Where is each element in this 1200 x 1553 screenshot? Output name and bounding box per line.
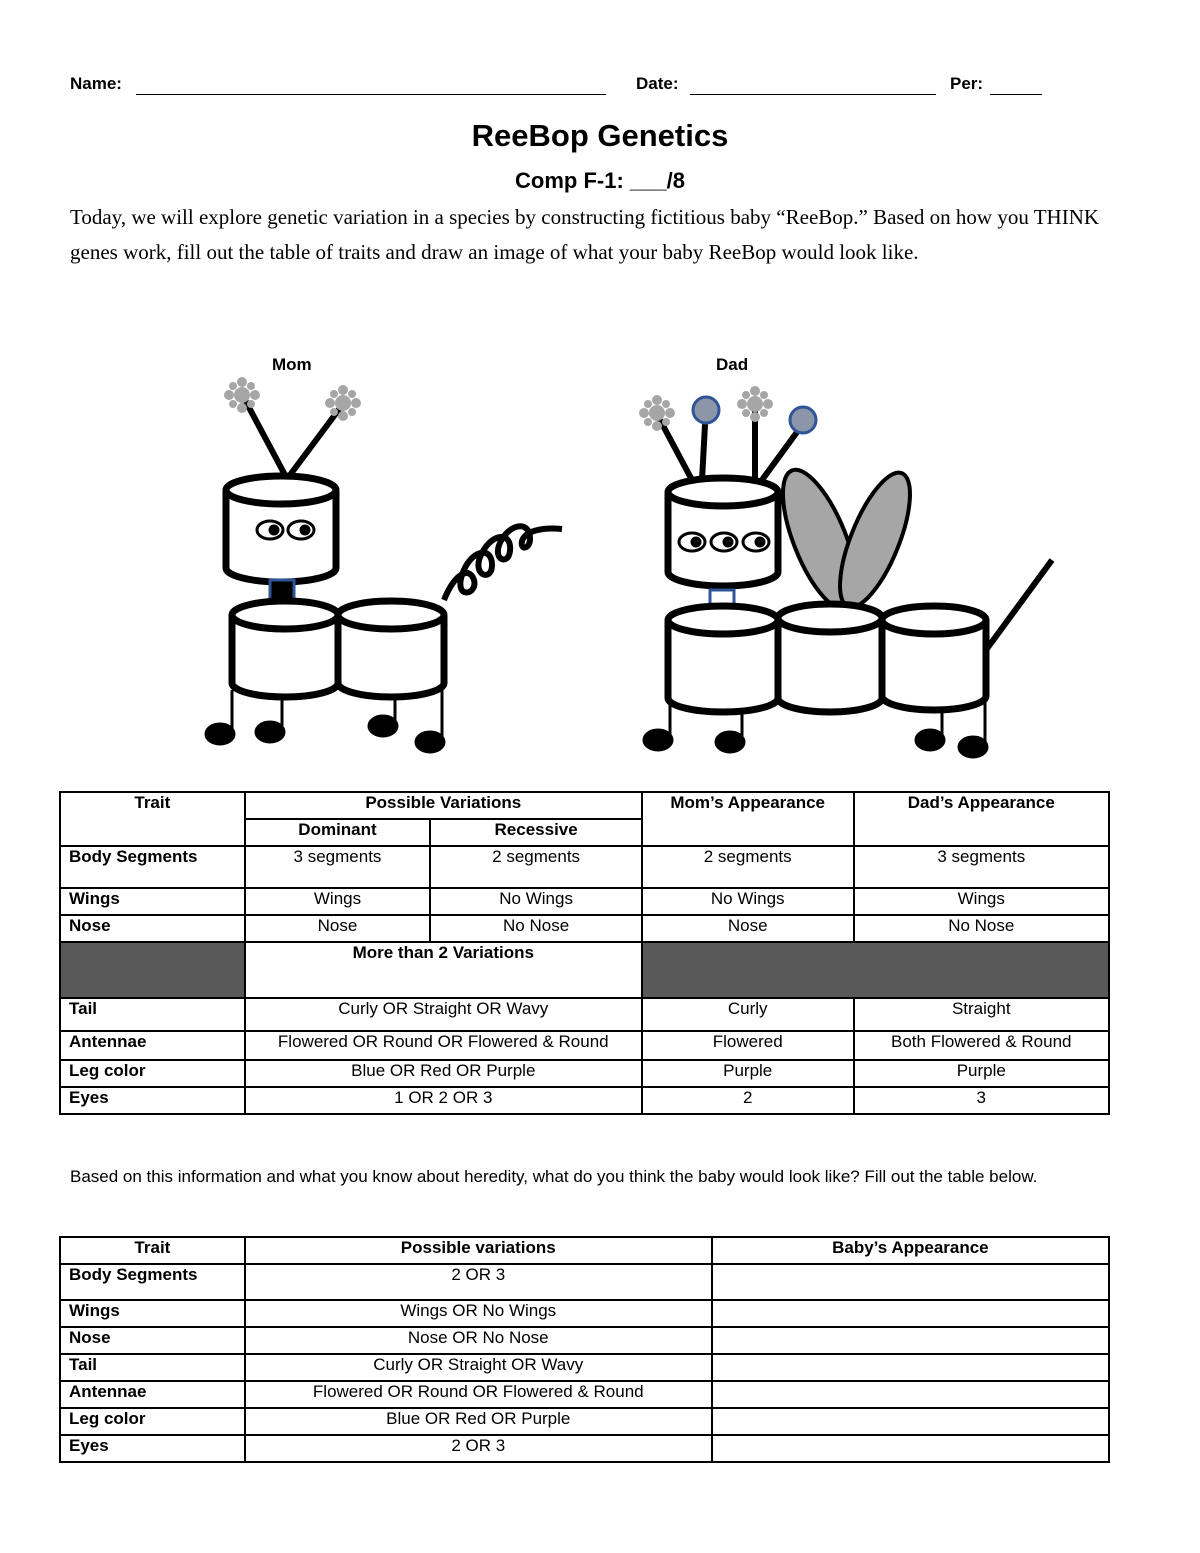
table-row [60, 846, 1109, 888]
mom-cell: 2 [642, 1087, 854, 1114]
page-title: ReeBop Genetics [471, 118, 729, 153]
baby-answer-cell[interactable] [712, 1354, 1109, 1381]
curly-tail [444, 526, 562, 600]
parent-traits-table [59, 791, 1110, 1115]
variations-cell: 2 OR 3 [245, 1264, 712, 1300]
dad-cell: Purple [854, 1060, 1109, 1087]
date-label: Date: [636, 74, 679, 93]
trait-name: Body Segments [60, 846, 245, 888]
round-antenna-tip [790, 407, 816, 433]
shaded-cell [60, 942, 245, 998]
recessive-cell: 2 segments [430, 846, 642, 888]
baby-answer-cell[interactable] [712, 1300, 1109, 1327]
dad-cell: 3 [854, 1087, 1109, 1114]
eyes [679, 533, 769, 551]
table-row [60, 1327, 1109, 1354]
dad-cell: 3 segments [854, 846, 1109, 888]
recessive-cell: No Wings [430, 888, 642, 915]
variations-cell: Blue OR Red OR Purple [245, 1060, 642, 1087]
more-than-two-header: More than 2 Variations [245, 942, 642, 998]
trait-name: Nose [60, 1327, 245, 1354]
score-line: Comp F-1: ___/8 [515, 168, 685, 193]
variations-cell: 2 OR 3 [245, 1435, 712, 1462]
name-blank[interactable] [136, 94, 606, 95]
shaded-cell [642, 942, 1109, 998]
trait-name: Wings [60, 888, 245, 915]
table-row [60, 1300, 1109, 1327]
table-row [60, 1381, 1109, 1408]
baby-answer-cell[interactable] [712, 1327, 1109, 1354]
dad-cell: No Nose [854, 915, 1109, 942]
variations-cell: Blue OR Red OR Purple [245, 1408, 712, 1435]
baby-answer-cell[interactable] [712, 1408, 1109, 1435]
flower-antenna-tip [737, 386, 773, 422]
mom-cell: 2 segments [642, 846, 854, 888]
dad-appearance-header: Dad’s Appearance [854, 792, 1109, 846]
dominant-header: Dominant [245, 819, 431, 846]
variations-cell: Curly OR Straight OR Wavy [245, 1354, 712, 1381]
variations-cell: Flowered OR Round OR Flowered & Round [245, 1031, 642, 1060]
possible-variations-header: Possible variations [245, 1237, 712, 1264]
table-row [60, 998, 1109, 1031]
round-antenna-tip [693, 397, 719, 423]
dominant-cell: 3 segments [245, 846, 431, 888]
trait-name: Antennae [60, 1381, 245, 1408]
table-row [60, 1031, 1109, 1060]
flower-antenna-tip [224, 377, 260, 413]
dad-cell: Both Flowered & Round [854, 1031, 1109, 1060]
section-divider-row [60, 942, 1109, 998]
date-blank[interactable] [690, 94, 936, 95]
variations-cell: Curly OR Straight OR Wavy [245, 998, 642, 1031]
trait-header: Trait [60, 1237, 245, 1264]
trait-name: Leg color [60, 1060, 245, 1087]
dominant-cell: Wings [245, 888, 431, 915]
mom-label: Mom [272, 355, 312, 374]
table-row [60, 1435, 1109, 1462]
baby-appearance-header: Baby’s Appearance [712, 1237, 1109, 1264]
baby-answer-cell[interactable] [712, 1381, 1109, 1408]
variations-cell: Nose OR No Nose [245, 1327, 712, 1354]
table-row [60, 888, 1109, 915]
variations-cell: Wings OR No Wings [245, 1300, 712, 1327]
trait-name: Tail [60, 1354, 245, 1381]
recessive-cell: No Nose [430, 915, 642, 942]
dad-label: Dad [716, 355, 749, 374]
table-row [60, 1354, 1109, 1381]
recessive-header: Recessive [430, 819, 642, 846]
trait-name: Wings [60, 1300, 245, 1327]
head-drum-top [226, 476, 336, 504]
trait-name: Tail [60, 998, 245, 1031]
instructions-prompt: Based on this information and what you know about heredity, what do you think the baby would look like? Fill out the table below. [70, 1167, 1038, 1186]
flower-antenna-tip [639, 395, 675, 431]
dad-reebop-drawing [630, 380, 1070, 770]
flower-antenna-tip [325, 385, 361, 421]
mom-cell: Curly [642, 998, 854, 1031]
baby-answer-cell[interactable] [712, 1264, 1109, 1300]
trait-name: Body Segments [60, 1264, 245, 1300]
trait-name: Eyes [60, 1087, 245, 1114]
table-row [60, 1087, 1109, 1114]
mom-appearance-header: Mom’s Appearance [642, 792, 854, 846]
mom-cell: Purple [642, 1060, 854, 1087]
table-row [60, 1060, 1109, 1087]
dad-cell: Straight [854, 998, 1109, 1031]
student-info-line [70, 74, 1130, 100]
dominant-cell: Nose [245, 915, 431, 942]
mom-cell: Flowered [642, 1031, 854, 1060]
possible-variations-header: Possible Variations [245, 792, 642, 819]
variations-cell: Flowered OR Round OR Flowered & Round [245, 1381, 712, 1408]
period-label: Per: [950, 74, 984, 93]
mom-cell: No Wings [642, 888, 854, 915]
mom-cell: Nose [642, 915, 854, 942]
antenna-line [290, 408, 340, 475]
name-label: Name: [70, 74, 122, 93]
baby-answer-cell[interactable] [712, 1435, 1109, 1462]
straight-tail [986, 560, 1052, 650]
baby-traits-table [59, 1236, 1110, 1463]
table-row [60, 1408, 1109, 1435]
mom-reebop-drawing [190, 370, 590, 770]
trait-header: Trait [60, 792, 245, 846]
antenna-line [245, 400, 285, 475]
trait-name: Antennae [60, 1031, 245, 1060]
trait-name: Nose [60, 915, 245, 942]
trait-name: Eyes [60, 1435, 245, 1462]
intro-paragraph: Today, we will explore genetic variation in a species by constructing fictitious baby “ReeBop.” Based on how you THINK genes work, fill out the table of traits and draw an image of what your baby ReeBop would look like. [70, 205, 1100, 264]
trait-name: Leg color [60, 1408, 245, 1435]
table-row [60, 1264, 1109, 1300]
dad-cell: Wings [854, 888, 1109, 915]
variations-cell: 1 OR 2 OR 3 [245, 1087, 642, 1114]
table-row [60, 915, 1109, 942]
period-blank[interactable] [990, 94, 1042, 95]
